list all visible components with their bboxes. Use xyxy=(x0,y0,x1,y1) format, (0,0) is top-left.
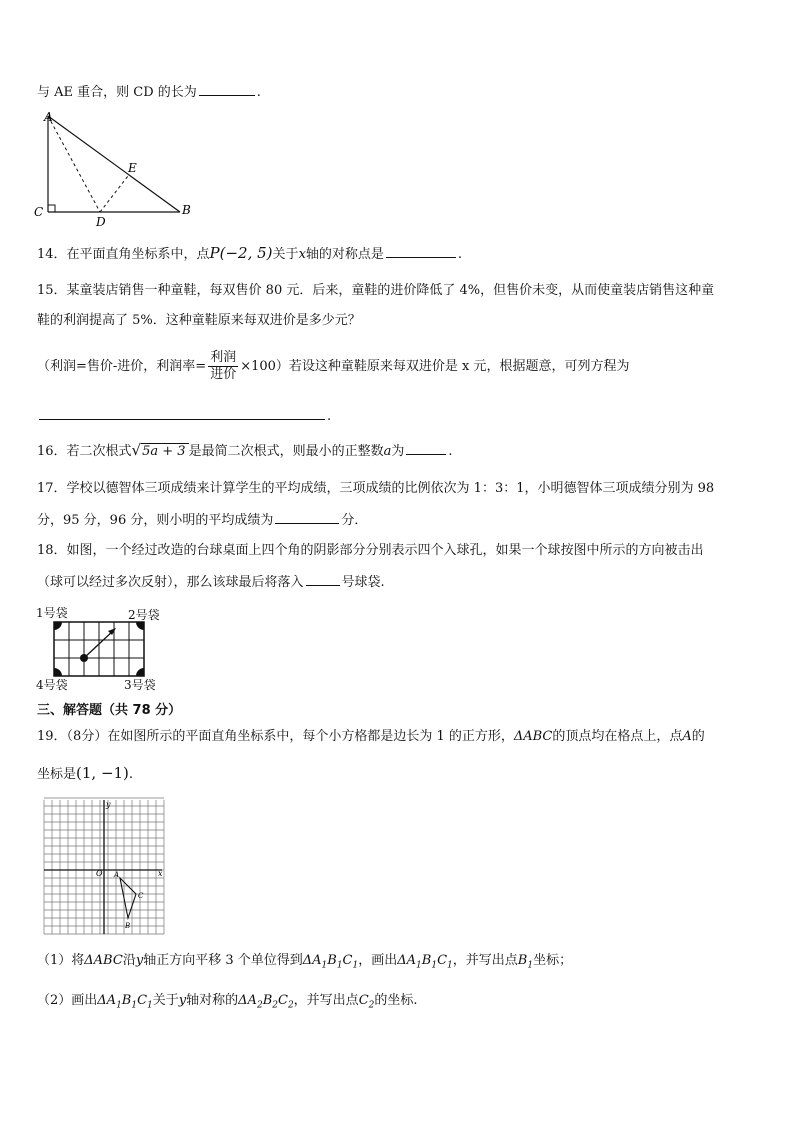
q16-radicand: 5a + 3 xyxy=(141,443,188,459)
q19-p1-tri: ΔABC xyxy=(84,953,123,968)
q17-line2-prefix: 分，95 分，96 分，则小明的平均成绩为 xyxy=(37,513,274,528)
q19-p1-b1: $B_1$ xyxy=(517,953,534,971)
q18-line2-prefix: （球可以经过多次反射），那么该球最后将落入 xyxy=(37,575,304,590)
q19-p2-b: 关于 xyxy=(152,993,179,1008)
q13-answer-blank[interactable] xyxy=(199,82,255,96)
x-axis-label: x xyxy=(158,869,163,878)
q19-p1-e: ，并写出点 xyxy=(452,953,518,968)
q19-p2-tri1: $\Delta A_1B_1C_1$ xyxy=(97,993,153,1011)
q17-answer-blank[interactable] xyxy=(275,510,339,524)
label-D: D xyxy=(96,215,106,229)
grid-label-B: B xyxy=(125,922,131,930)
q17-line2 xyxy=(37,510,367,530)
q19-line1-mid: 的顶点均在格点上，点 xyxy=(552,729,683,744)
q19-p2-c: 轴对称的 xyxy=(186,993,239,1008)
q19-p1-axis: y xyxy=(135,953,144,968)
q15-end: . xyxy=(327,409,332,424)
q16-line xyxy=(37,441,453,461)
q19-line1-prefix: 19．（8分）在如图所示的平面直角坐标系中，每个小方格都是边长为 1 的正方形， xyxy=(37,729,514,744)
q19-p2-d: ，并写出点 xyxy=(293,993,359,1008)
coordinate-grid-figure xyxy=(40,798,166,938)
triangle-figure xyxy=(30,108,200,229)
q19-coord: (1, −1) xyxy=(76,764,129,782)
label-C: C xyxy=(34,205,44,219)
q16-end: . xyxy=(448,444,453,459)
pocket-2-icon xyxy=(136,622,144,630)
q19-point-a: A xyxy=(682,729,692,744)
q18-answer-blank[interactable] xyxy=(306,572,340,586)
y-axis-label: y xyxy=(106,800,111,809)
origin-label: O xyxy=(96,869,103,878)
pocket-4-icon xyxy=(54,668,62,676)
q15-hint-prefix: （利润=售价-进价，利润率= xyxy=(37,359,207,374)
pocket-2-label: 2号袋 xyxy=(128,608,160,622)
q17-line1: 17．学校以德智体三项成绩来计算学生的平均成绩，三项成绩的比例依次为 1：3：1，小明德智体三项成绩分别为 98 xyxy=(37,481,715,496)
q15-hint-suffix: ）若设这种童鞋原来每双进价是 x 元，根据题意，可列方程为 xyxy=(275,359,630,374)
fraction-numerator: 利润 xyxy=(210,350,237,365)
q14-suffix: 轴的对称点是 xyxy=(305,247,384,262)
q19-p1-tri1: $\Delta A_1B_1C_1$ xyxy=(302,953,359,971)
q13-line xyxy=(37,82,261,102)
pocket-3-icon xyxy=(136,668,144,676)
q18-line2-suffix: 号球袋. xyxy=(341,575,385,590)
grid-label-A: A xyxy=(114,871,120,879)
q19-tri: ΔABC xyxy=(513,729,553,744)
q19-p1-c: 轴正方向平移 3 个单位得到 xyxy=(143,953,303,968)
grid-label-C: C xyxy=(138,892,144,900)
label-A: A xyxy=(44,110,53,124)
section-title: 三、解答题（共 78 分） xyxy=(37,703,182,718)
q16-prefix: 16．若二次根式 xyxy=(37,444,132,459)
q19-line2-prefix: 坐标是 xyxy=(37,767,77,782)
q16-suffix: 为 xyxy=(391,444,405,459)
q19-p1-tri1b: $\Delta A_1B_1C_1$ xyxy=(397,953,453,971)
q14-line xyxy=(37,244,462,264)
q19-p1-f: 坐标； xyxy=(533,953,573,968)
q19-part1 xyxy=(37,952,572,975)
q14-prefix: 14．在平面直角坐标系中，点 xyxy=(37,247,210,262)
pool-figure xyxy=(36,604,176,696)
q14-end: . xyxy=(457,247,463,262)
q14-middle: 关于 xyxy=(272,247,299,262)
q15-line2: 鞋的利润提高了 5%．这种童鞋原来每双进价是多少元？ xyxy=(37,313,361,328)
pocket-4-label: 4号袋 xyxy=(36,678,68,692)
triangle-abc xyxy=(120,878,136,918)
q15-answer-blank[interactable] xyxy=(39,406,325,420)
q17-line2-suffix: 分． xyxy=(341,513,368,528)
q16-middle: 是最简二次根式，则最小的正整数 xyxy=(188,444,384,459)
q18-line2 xyxy=(37,572,385,592)
q19-p1-a: （1）将 xyxy=(37,953,85,968)
q19-p2-c2: $C_2$ xyxy=(358,993,375,1011)
q19-p2-axis: y xyxy=(178,993,187,1008)
q19-line2-suffix: . xyxy=(128,767,134,782)
q19-line1-suffix: 的 xyxy=(691,729,705,744)
pocket-1-icon xyxy=(54,622,62,630)
q19-p2-a: （2）画出 xyxy=(37,993,98,1008)
q19-part2 xyxy=(37,992,418,1015)
q15-line1: 15．某童装店销售一种童鞋，每双售价 80 元．后来，童鞋的进价降低了 4%，但售价未变，从而使童装店销售这种童 xyxy=(37,283,715,298)
sqrt-sign: √ xyxy=(131,441,142,459)
q14-answer-blank[interactable] xyxy=(386,244,456,258)
label-B: B xyxy=(182,203,191,217)
q19-line2 xyxy=(37,764,133,784)
q19-p2-e: 的坐标. xyxy=(374,993,418,1008)
q19-p1-b: 沿 xyxy=(122,953,136,968)
pocket-3-label: 3号袋 xyxy=(124,678,156,692)
q15-answer-line xyxy=(37,406,331,426)
q19-line1 xyxy=(37,728,705,746)
q13-end: . xyxy=(256,85,261,100)
profit-rate-fraction xyxy=(208,350,238,383)
q13-text: 与 AE 重合，则 CD 的长为 xyxy=(37,85,197,100)
pocket-1-label: 1号袋 xyxy=(36,606,68,620)
q16-answer-blank[interactable] xyxy=(406,441,446,455)
ball-icon xyxy=(80,654,88,662)
q14-point: P(−2, 5) xyxy=(209,244,273,262)
q15-times: ×100 xyxy=(240,359,276,374)
q14-axis: x xyxy=(298,247,306,262)
q19-p1-d: ，画出 xyxy=(358,953,398,968)
fraction-denominator: 进价 xyxy=(210,367,237,382)
q19-p2-tri2: $\Delta A_2B_2C_2$ xyxy=(238,993,294,1011)
pool-table xyxy=(52,620,152,680)
q18-line1: 18．如图，一个经过改造的台球桌面上四个角的阴影部分分别表示四个入球孔，如果一个球按图中所示的方向被击出 xyxy=(37,543,704,558)
label-E: E xyxy=(128,161,137,175)
q16-var: a xyxy=(383,444,392,459)
q15-hint xyxy=(37,350,630,384)
